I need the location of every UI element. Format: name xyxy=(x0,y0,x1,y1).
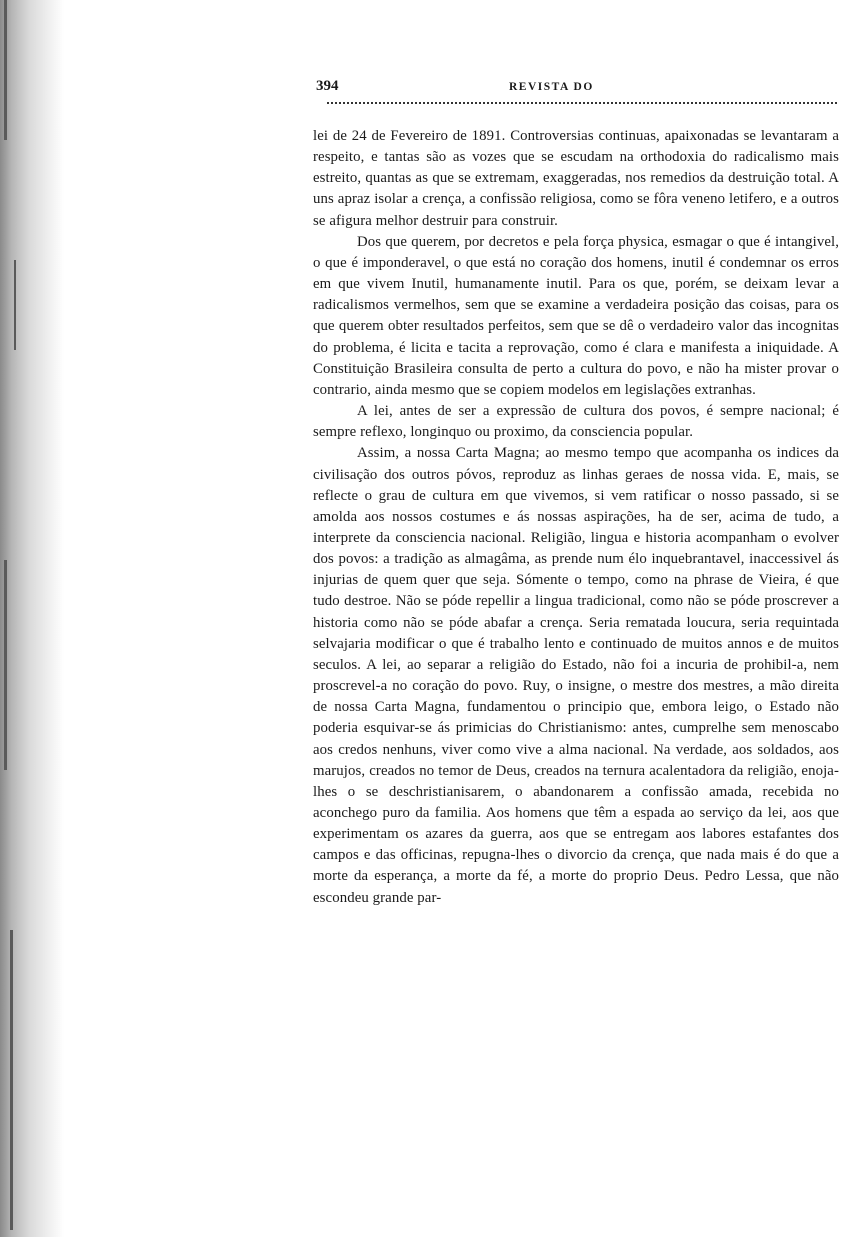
running-header xyxy=(313,76,839,102)
scan-streak xyxy=(4,0,7,140)
paragraph: lei de 24 de Fevereiro de 1891. Controversias continuas, apaixonadas se levantaram a respeito, e tantas são as vozes que se escudam na orthodoxia do radicalismo mais estreito, quantas as que se extremam, exaggeradas, nos remedios da destruição total. A uns apraz isolar a crença, a confissão religiosa, como se fôra veneno letifero, e a outros se afigura melhor destruir para construir. xyxy=(313,128,839,229)
header-rule xyxy=(327,102,837,104)
body-text xyxy=(313,126,839,909)
book-page xyxy=(313,76,839,909)
page-number: 394 xyxy=(316,78,339,94)
journal-title: REVISTA DO xyxy=(509,81,594,93)
paragraph: A lei, antes de ser a expressão de cultura dos povos, é sempre nacional; é sempre reflexo, longinquo ou proximo, da consciencia popular. xyxy=(313,403,839,441)
paragraph: Assim, a nossa Carta Magna; ao mesmo tempo que acompanha os indices da civilisação dos outros póvos, reproduz as linhas geraes de nossa vida. E, mais, se reflecte o grau de cultura em que vivemos, si vem ratificar o nosso passado, si se amolda aos nossos costumes e ás nossas aspirações, ha de ser, acima de tudo, a interprete da consciencia nacional. Religião, lingua e historia acompanham o evolver dos povos: a tradição as almagâma, as prende num élo inquebrantavel, inaccessivel ás injurias de quem quer que seja. Sómente o tempo, como na phrase de Vieira, é que tudo destroe. Não se póde repellir a lingua tradicional, como não se póde proscrever a historia como não se póde abafar a crença. Seria rematada loucura, seria requintada selvajaria modificar o que é trabalho lento e continuado de muitos annos e de muitos seculos. A lei, ao separar a religião do Estado, não foi a incuria de prohibil-a, nem proscrevel-a no coração do povo. Ruy, o insigne, o mestre dos mestres, a mão direita de nossa Carta Magna, fundamentou o principio que, embora leigo, o Estado não poderia esquivar-se ás primicias do Christianismo: antes, cumprelhe sem menoscabo aos credos nenhuns, viver como vive a alma nacional. Na verdade, aos soldados, aos marujos, creados no temor de Deus, creados na ternura acalentadora da religião, enoja-lhes o se deschristianisarem, o abandonarem a confissão amada, recebida no aconchego puro da familia. Aos homens que têm a espada ao serviço da lei, aos que experimentam os azares da guerra, aos que se entregam aos labores estafantes dos campos e das officinas, repugna-lhes o divorcio da crença, que nada mais é do que a morte da esperança, a morte da fé, a morte do proprio Deus. Pedro Lessa, que não escondeu grande par- xyxy=(313,445,839,906)
scan-streak xyxy=(4,560,7,770)
paragraph: Dos que querem, por decretos e pela força physica, esmagar o que é intangivel, o que é imponderavel, o que está no coração dos homens, inutil é condemnar os erros em que vivem Inutil, humanamente inutil. Para os que, porém, se deixam levar a radicalismos vermelhos, sem que se examine a verdadeira posição das coisas, para os que querem obter resultados perfeitos, sem que se dê o verdadeiro valor das incognitas do problema, é licita e tacita a reprovação, como é clara e manifesta a iniquidade. A Constituição Brasileira consulta de perto a cultura do povo, e não ha mister provar o contrario, ainda mesmo que se copiem modelos em legislações extranhas. xyxy=(313,233,839,398)
scan-streak xyxy=(10,930,13,1230)
scan-page-edge xyxy=(0,0,64,1237)
scan-streak xyxy=(14,260,16,350)
